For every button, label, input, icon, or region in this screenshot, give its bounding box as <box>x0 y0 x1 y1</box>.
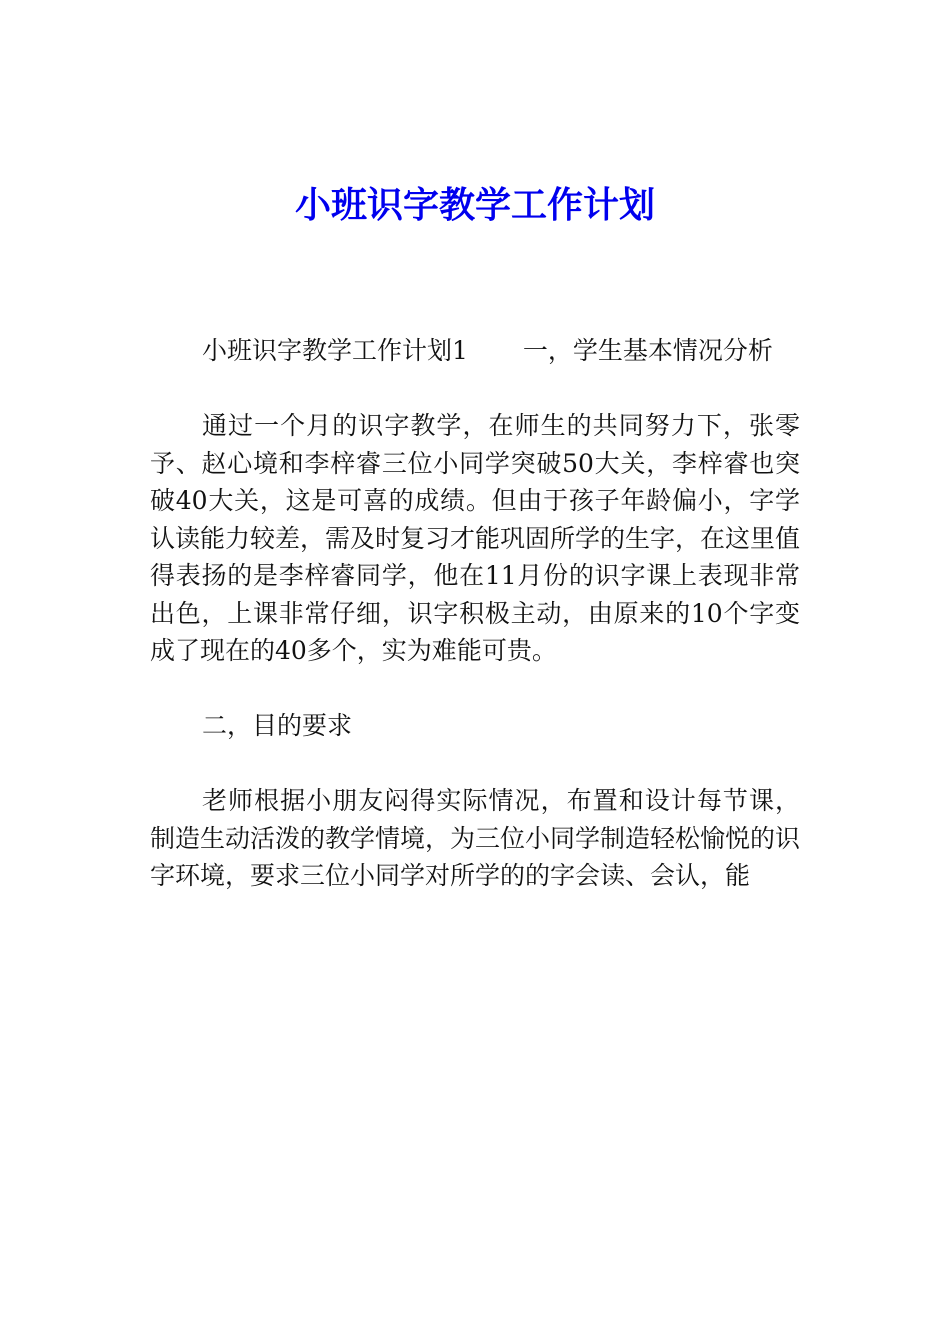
paragraph-analysis: 通过一个月的识字教学，在师生的共同努力下，张零予、赵心境和李梓睿三位小同学突破50大关，李梓睿也突破40大关，这是可喜的成绩。但由于孩子年龄偏小，字学认读能力较差，需及时复习才能巩固所学的生字，在这里值得表扬的是李梓睿同学，他在11月份的识字课上表现非常出色，上课非常仔细，识字积极主动，由原来的10个字变成了现在的40多个，实为难能可贵。 <box>150 411 801 665</box>
section-one-heading: 一，学生基本情况分析 <box>522 336 773 365</box>
document-title: 小班识字教学工作计划 <box>294 184 655 226</box>
paragraph-requirements: 老师根据小朋友闷得实际情况，布置和设计每节课，制造生动活泼的教学情境，为三位小同学制造轻松愉悦的识字环境，要求三位小同学对所学的的字会读、会认，能 <box>150 786 801 890</box>
section-two-heading: 二，目的要求 <box>202 711 353 740</box>
section-heading-line <box>150 332 800 370</box>
document-body <box>150 332 800 895</box>
plan-label: 小班识字教学工作计划1 <box>202 336 468 365</box>
